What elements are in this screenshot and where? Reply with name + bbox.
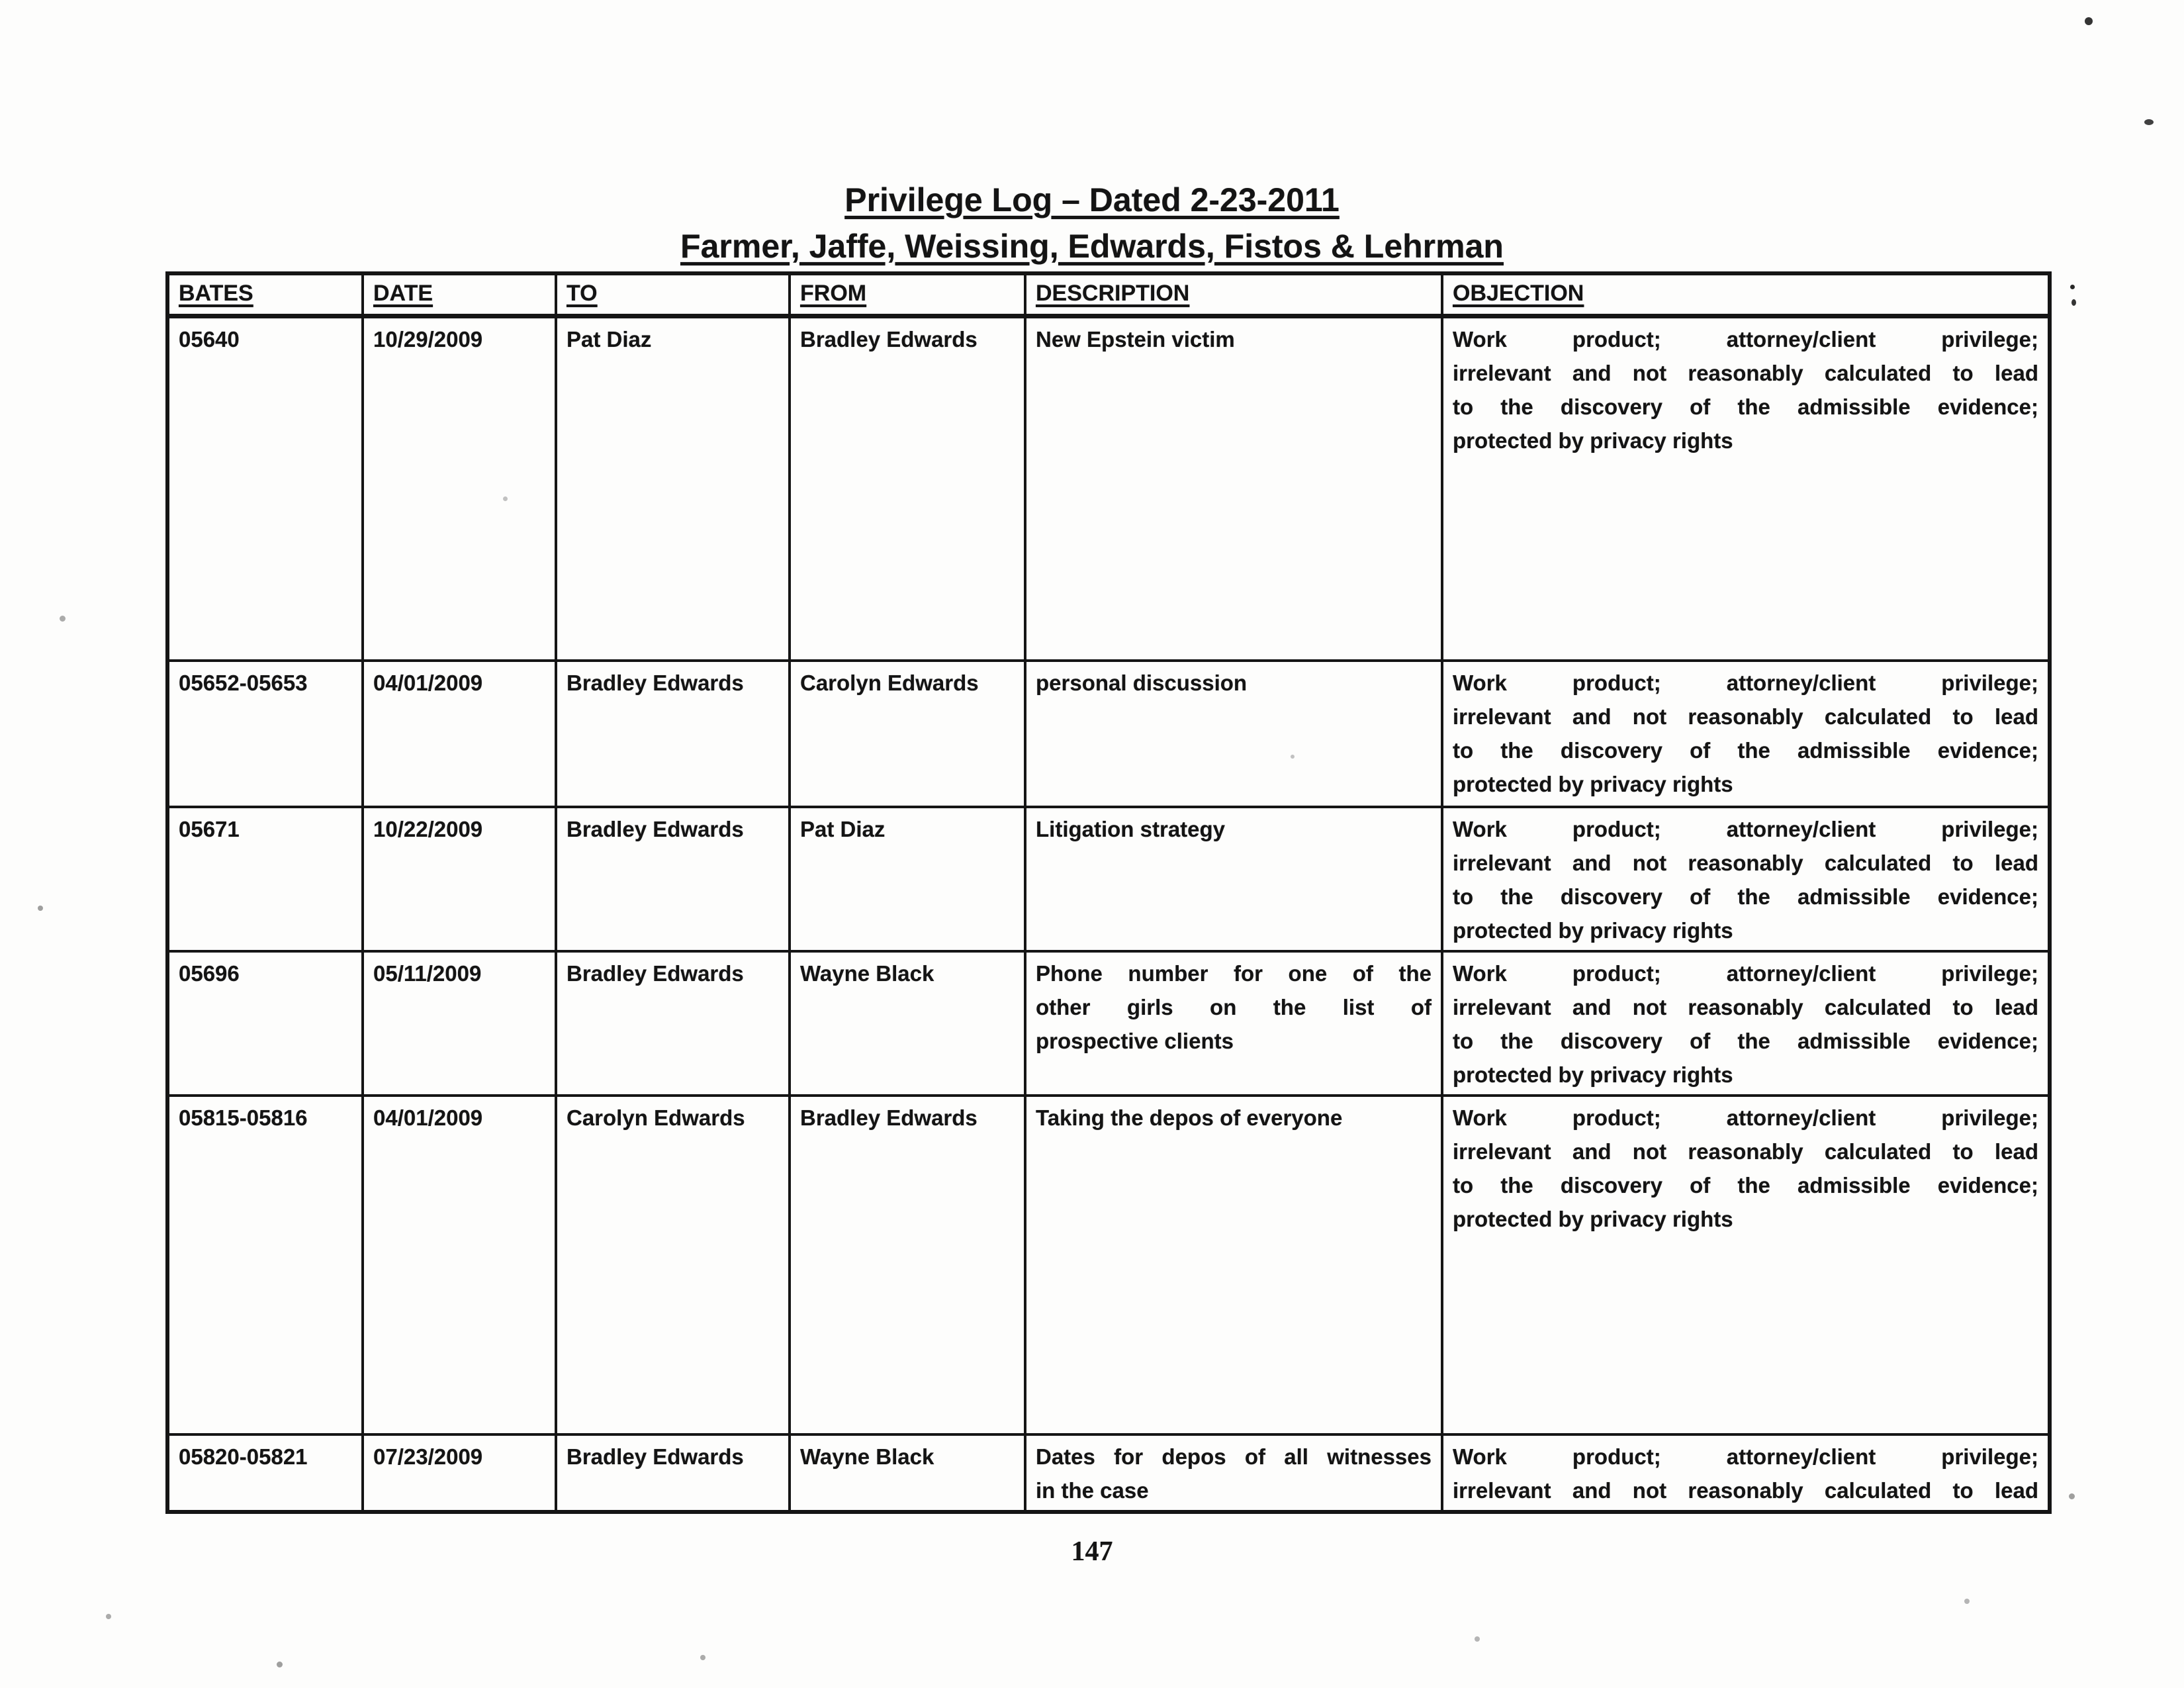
bates-cell: [167, 316, 363, 661]
to-value: Bradley Edwards: [567, 671, 744, 695]
from-cell: [790, 951, 1025, 1096]
table-row: [167, 807, 2050, 951]
date-value: 10/22/2009: [373, 817, 483, 841]
bates-value: 05815-05816: [179, 1105, 308, 1130]
table-row: [167, 951, 2050, 1096]
page-subtitle: Farmer, Jaffe, Weissing, Edwards, Fistos & Lehrman: [680, 228, 1504, 265]
bates-cell: [167, 807, 363, 951]
date-value: 04/01/2009: [373, 1105, 483, 1130]
description-line: prospective clients: [1036, 1029, 1234, 1053]
objection-line: Work product; attorney/client privilege;: [1453, 327, 2038, 352]
header-description: DESCRIPTION: [1025, 273, 1442, 316]
page-number: 147: [1071, 1536, 1113, 1567]
table-row: [167, 1434, 2050, 1512]
scan-speck: [60, 616, 66, 622]
bates-value: 05671: [179, 817, 240, 841]
bates-cell: [167, 951, 363, 1096]
header-to: TO: [556, 273, 790, 316]
bates-value: 05820-05821: [179, 1444, 308, 1469]
date-value: 04/01/2009: [373, 671, 483, 695]
to-value: Pat Diaz: [567, 327, 652, 352]
description-cell: [1025, 661, 1442, 807]
objection-line: irrelevant and not reasonably calculated to lead: [1453, 704, 2038, 729]
description-line: Phone number for one of the: [1036, 961, 1432, 986]
from-value: Bradley Edwards: [800, 1105, 978, 1130]
table-row: [167, 1096, 2050, 1434]
scan-speck: [700, 1655, 705, 1660]
date-cell: [363, 1434, 556, 1512]
objection-line: protected by privacy rights: [1453, 428, 1733, 453]
to-value: Carolyn Edwards: [567, 1105, 745, 1130]
to-cell: [556, 951, 790, 1096]
date-cell: [363, 1096, 556, 1434]
objection-line: irrelevant and not reasonably calculated to lead: [1453, 1478, 2038, 1503]
date-value: 05/11/2009: [373, 961, 482, 986]
objection-cell: [1442, 661, 2050, 807]
description-cell: [1025, 951, 1442, 1096]
description-line: other girls on the list of: [1036, 995, 1432, 1019]
objection-line: to the discovery of the admissible evidence;: [1453, 738, 2038, 763]
scan-speck: [2085, 17, 2093, 25]
objection-cell: [1442, 1096, 2050, 1434]
from-cell: [790, 1096, 1025, 1434]
objection-cell: [1442, 951, 2050, 1096]
from-cell: [790, 316, 1025, 661]
scan-speck: [503, 496, 508, 501]
objection-line: irrelevant and not reasonably calculated to lead: [1453, 1139, 2038, 1164]
scan-speck: [277, 1662, 283, 1667]
bates-cell: [167, 1096, 363, 1434]
objection-cell: [1442, 807, 2050, 951]
header-bates: BATES: [167, 273, 363, 316]
scan-speck: [38, 906, 43, 911]
to-cell: [556, 807, 790, 951]
objection-line: irrelevant and not reasonably calculated to lead: [1453, 361, 2038, 385]
description-line: New Epstein victim: [1036, 327, 1235, 352]
table-row: [167, 316, 2050, 661]
objection-line: protected by privacy rights: [1453, 918, 1733, 943]
to-cell: [556, 316, 790, 661]
scan-speck: [1291, 755, 1295, 759]
date-value: 10/29/2009: [373, 327, 483, 352]
from-value: Pat Diaz: [800, 817, 886, 841]
from-value: Wayne Black: [800, 961, 934, 986]
from-cell: [790, 807, 1025, 951]
scan-speck: [1475, 1636, 1480, 1642]
scan-speck: [1964, 1599, 1970, 1604]
objection-line: protected by privacy rights: [1453, 1062, 1733, 1087]
objection-line: irrelevant and not reasonably calculated to lead: [1453, 851, 2038, 875]
objection-line: Work product; attorney/client privilege;: [1453, 961, 2038, 986]
objection-cell: [1442, 1434, 2050, 1512]
date-cell: [363, 951, 556, 1096]
header-objection: OBJECTION: [1442, 273, 2050, 316]
objection-line: to the discovery of the admissible evidence;: [1453, 884, 2038, 909]
from-cell: [790, 661, 1025, 807]
description-line: Dates for depos of all witnesses: [1036, 1444, 1432, 1469]
to-value: Bradley Edwards: [567, 817, 744, 841]
objection-line: protected by privacy rights: [1453, 772, 1733, 796]
header-from: FROM: [790, 273, 1025, 316]
objection-line: irrelevant and not reasonably calculated to lead: [1453, 995, 2038, 1019]
scan-speck: [2144, 119, 2154, 125]
date-cell: [363, 807, 556, 951]
description-cell: [1025, 807, 1442, 951]
description-line: Litigation strategy: [1036, 817, 1226, 841]
date-cell: [363, 661, 556, 807]
bates-cell: [167, 1434, 363, 1512]
privilege-log-table: [165, 271, 2052, 1514]
date-value: 07/23/2009: [373, 1444, 483, 1469]
objection-line: Work product; attorney/client privilege;: [1453, 1444, 2038, 1469]
from-value: Bradley Edwards: [800, 327, 978, 352]
objection-line: Work product; attorney/client privilege;: [1453, 1105, 2038, 1130]
objection-cell: [1442, 316, 2050, 661]
description-line: in the case: [1036, 1478, 1149, 1503]
scan-speck: [106, 1614, 111, 1619]
scan-speck: [2071, 299, 2076, 306]
title-block: [0, 180, 2184, 266]
to-value: Bradley Edwards: [567, 1444, 744, 1469]
bates-value: 05652-05653: [179, 671, 308, 695]
scan-speck: [2069, 1493, 2075, 1499]
to-cell: [556, 1434, 790, 1512]
header-date: DATE: [363, 273, 556, 316]
description-line: Taking the depos of everyone: [1036, 1105, 1343, 1130]
to-cell: [556, 1096, 790, 1434]
table-header-row: [167, 273, 2050, 316]
page-title: Privilege Log – Dated 2-23-2011: [844, 181, 1340, 218]
objection-line: protected by privacy rights: [1453, 1207, 1733, 1231]
date-cell: [363, 316, 556, 661]
bates-value: 05696: [179, 961, 240, 986]
objection-line: to the discovery of the admissible evidence;: [1453, 395, 2038, 419]
objection-line: to the discovery of the admissible evidence;: [1453, 1173, 2038, 1197]
objection-line: Work product; attorney/client privilege;: [1453, 817, 2038, 841]
objection-line: to the discovery of the admissible evidence;: [1453, 1029, 2038, 1053]
from-value: Carolyn Edwards: [800, 671, 979, 695]
from-value: Wayne Black: [800, 1444, 934, 1469]
description-cell: [1025, 1434, 1442, 1512]
description-cell: [1025, 316, 1442, 661]
bates-value: 05640: [179, 327, 240, 352]
scan-speck: [2070, 285, 2075, 289]
bates-cell: [167, 661, 363, 807]
table-row: [167, 661, 2050, 807]
to-cell: [556, 661, 790, 807]
from-cell: [790, 1434, 1025, 1512]
to-value: Bradley Edwards: [567, 961, 744, 986]
description-line: personal discussion: [1036, 671, 1248, 695]
description-cell: [1025, 1096, 1442, 1434]
objection-line: Work product; attorney/client privilege;: [1453, 671, 2038, 695]
